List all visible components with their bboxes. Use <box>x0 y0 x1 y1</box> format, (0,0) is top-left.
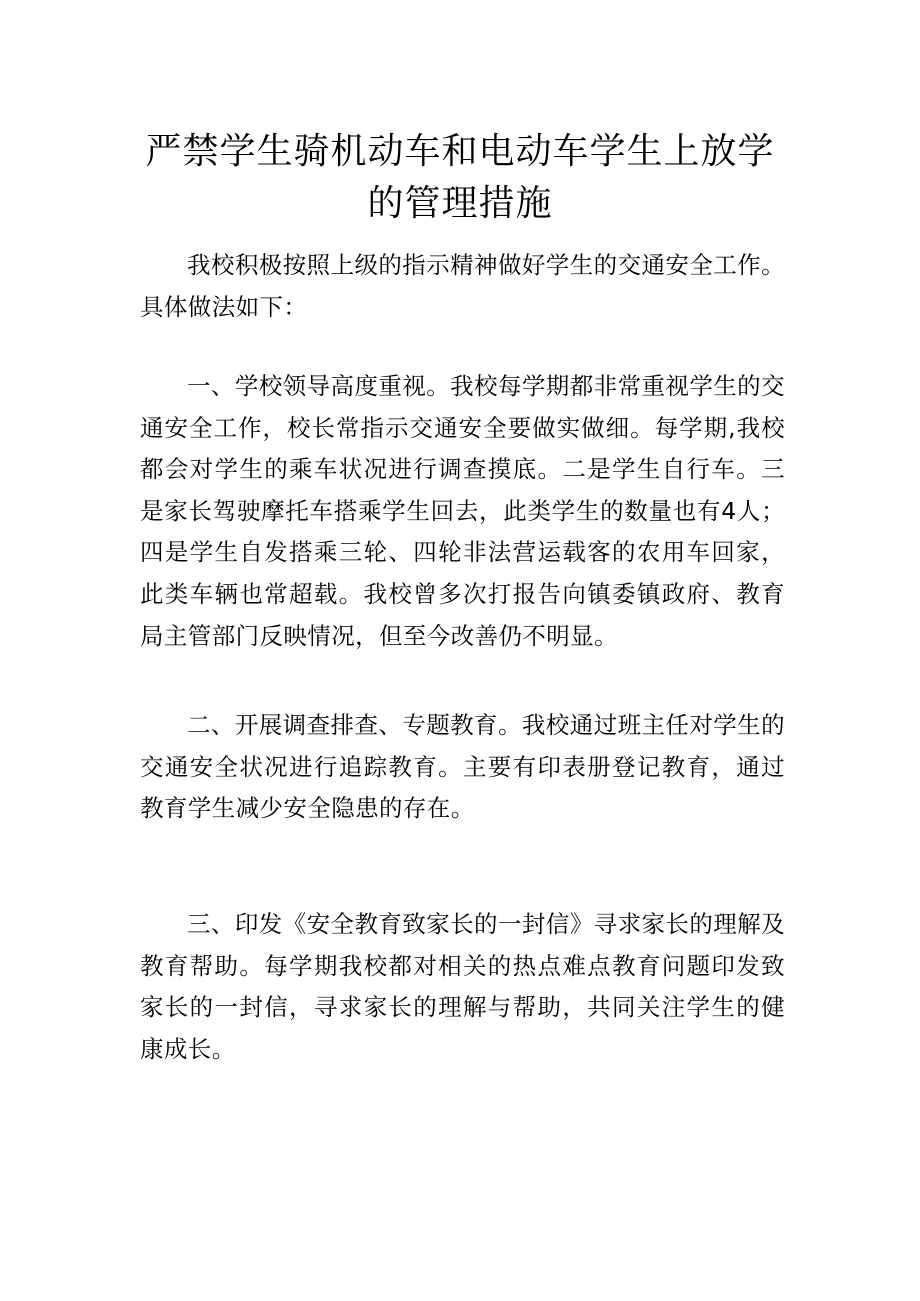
intro-paragraph: 我校积极按照上级的指示精神做好学生的交通安全工作。具体做法如下： <box>140 251 785 321</box>
document-title-line-2: 的管理措施 <box>367 183 553 224</box>
section-two-paragraph: 二、开展调查排查、专题教育。我校通过班主任对学生的交通安全状况进行追踪教育。主要有印表册登记教育，通过教育学生减少安全隐患的存在。 <box>140 711 785 823</box>
section-three-paragraph: 三、印发《安全教育致家长的一封信》寻求家长的理解及教育帮助。每学期我校都对相关的热点难点教育问题印发致家长的一封信，寻求家长的理解与帮助，共同关注学生的健康成长。 <box>140 910 785 1063</box>
section-one-paragraph: 一、学校领导高度重视。我校每学期都非常重视学生的交通安全工作，校长常指示交通安全要做实做细。每学期,我校都会对学生的乘车状况进行调查摸底。二是学生自行车。三是家长驾驶摩托车搭乘学生回去，此类学生的数量也有4人；四是学生自发搭乘三轮、四轮非法营运载客的农用车回家，此类车辆也常超载。我校曾多次打报告向镇委镇政府、教育局主管部门反映情况，但至今改善仍不明显。 <box>140 372 785 650</box>
document-title-line-1: 严禁学生骑机动车和电动车学生上放学 <box>145 131 775 172</box>
